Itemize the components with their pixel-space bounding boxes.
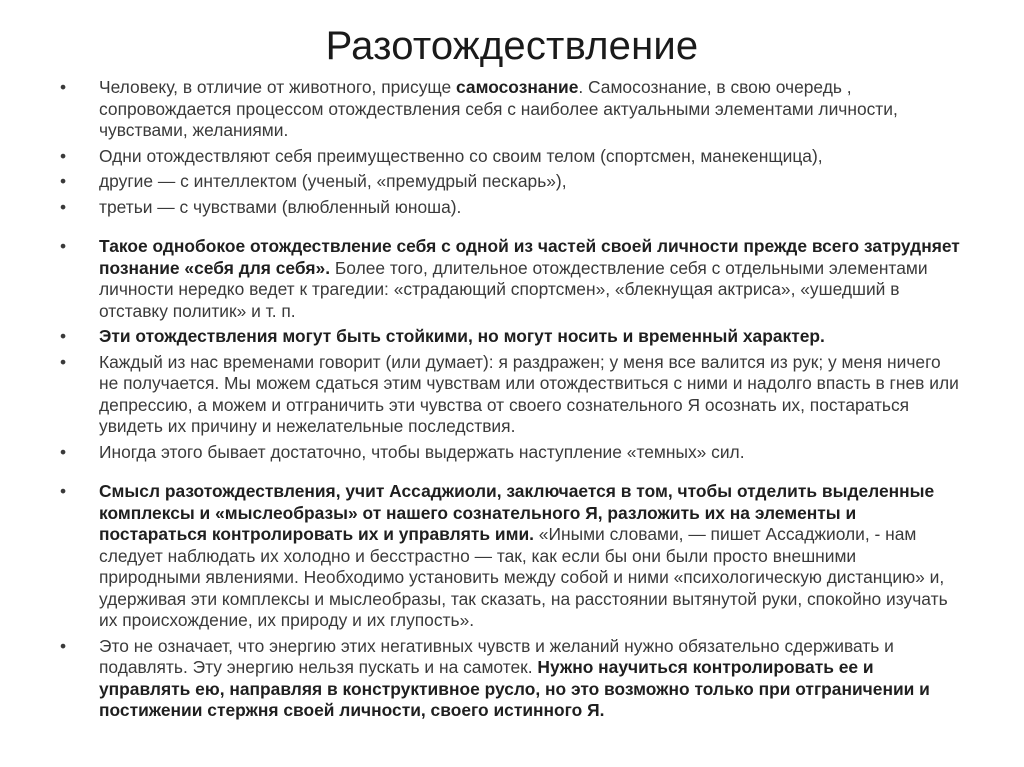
bullet-item: [60, 442, 960, 464]
bullet-text-bold: самосознание: [456, 77, 579, 97]
bullet-item: [60, 236, 960, 322]
bullet-dot-icon: •: [60, 351, 67, 372]
bullet-dot-icon: •: [60, 481, 67, 501]
bullet-text: другие — с интеллектом (ученый, «премудрый пескарь»),: [99, 171, 567, 191]
bullet-item: [60, 146, 960, 168]
bullet-text: Более того, длительное отождествление себя с отдельными элементами личности нередко ведет к трагедии: «страдающий спортсмен», «блекнущая актриса», «ушедший в отставку политик» и т. п.: [99, 257, 928, 321]
bullet-dot-icon: •: [60, 635, 67, 656]
bullet-text: Иногда этого бывает достаточно, чтобы выдержать наступление «темных» сил.: [99, 441, 745, 462]
bullet-text-bold: Нужно научиться контролировать ее и управлять ею, направляя в конструктивное русло, но это возможно только при отграничении и постижении стержня своей личности, своего истинного Я.: [99, 657, 930, 720]
bullet-dot-icon: •: [60, 441, 67, 462]
bullet-text: . Самосознание, в свою очередь , сопровождается процессом отождествления себя с наиболее актуальными элементами личности, чувствами, желаниями.: [99, 77, 898, 140]
bullet-item: [60, 352, 960, 438]
bullet-item: [60, 481, 960, 632]
bullet-text: «Иными словами, — пишет Ассаджиоли, - нам следует наблюдать их холодно и бесстрастно — так, как если бы они были просто внешними природными явлениями. Необходимо установить между собой и ними «психологическую дистанцию» и, удерживая эти комплексы и мыслеобразы, так сказать, на расстоянии вытянутой руки, спокойно изучать их происхождение, их природу и их глупость».: [99, 524, 948, 630]
bullet-item: [60, 171, 960, 193]
bullet-list: [60, 77, 960, 726]
bullet-text-bold: Такое однобокое отождествление себя с одной из частей своей личности прежде всего затрудняет познание «себя для себя».: [99, 236, 960, 278]
bullet-text: Человеку, в отличие от животного, присуще: [99, 77, 457, 97]
bullet-text: Это не означает, что энергию этих негативных чувств и желаний нужно обязательно сдерживать и подавлять. Эту энергию нельзя пускать и на самотек.: [99, 635, 894, 677]
bullet-dot-icon: •: [60, 145, 67, 166]
bullet-dot-icon: •: [60, 236, 67, 256]
bullet-text: третьи — с чувствами (влюбленный юноша).: [99, 196, 462, 217]
page-title: Разотождествление: [325, 24, 699, 68]
bullet-dot-icon: •: [60, 171, 67, 191]
bullet-item: [60, 636, 960, 722]
bullet-text: Одни отождествляют себя преимущественно со своим телом (спортсмен, манекенщица),: [99, 145, 823, 166]
bullet-item: [60, 197, 960, 219]
bullet-dot-icon: •: [60, 77, 67, 97]
bullet-item: [60, 326, 960, 348]
bullet-text-bold: Эти отождествления могут быть стойкими, но могут носить и временный характер.: [99, 326, 825, 346]
bullet-dot-icon: •: [60, 196, 67, 217]
bullet-dot-icon: •: [60, 326, 67, 346]
bullet-item: [60, 77, 960, 142]
bullet-text-bold: Смысл разотождествления, учит Ассаджиоли, заключается в том, чтобы отделить выделенные комплексы и «мыслеобразы» от нашего сознательного Я, разложить их на элементы и постараться контролировать их и управлять ими.: [99, 481, 935, 544]
bullet-text: Каждый из нас временами говорит (или думает): я раздражен; у меня все валится из рук; у меня ничего не получается. Мы можем сдаться этим чувствам или отождествиться с ними и надолго впасть в гнев или депрессию, а можем и отграничить эти чувства от своего сознательного Я осознать их, постараться увидеть их причину и нежелательные последствия.: [99, 351, 959, 436]
